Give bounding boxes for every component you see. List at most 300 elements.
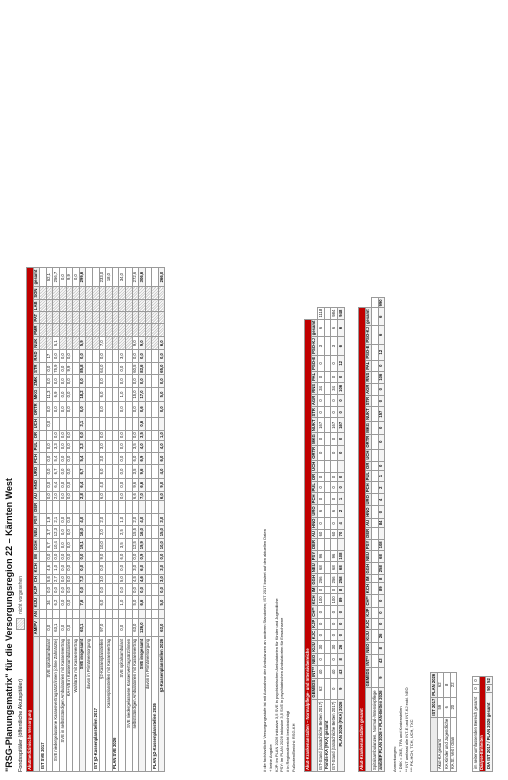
table-cell: 22	[450, 672, 457, 697]
column-header: PAT	[33, 313, 39, 322]
table-cell	[337, 460, 344, 472]
table-cell: 50	[485, 686, 491, 691]
table-cell: 4,0	[158, 465, 165, 478]
table-cell: 0	[331, 472, 338, 481]
column-header: PUL	[33, 441, 39, 451]
table-cell: 0	[318, 606, 325, 618]
row-label: SVE insgesamt	[139, 636, 146, 771]
table-cell	[324, 594, 331, 606]
table-cell	[46, 324, 53, 337]
table-cell	[66, 609, 73, 619]
column-header: NUKT	[311, 419, 317, 432]
table-cell	[125, 375, 132, 388]
table-cell: 0	[331, 618, 338, 629]
table-cell: 0	[337, 445, 344, 460]
legend-hint-label: nicht vorgesehen	[17, 575, 24, 614]
table-cell: 9,6	[139, 465, 146, 478]
table-cell	[73, 491, 80, 501]
column-header: PUL	[311, 483, 317, 492]
table-cell	[145, 417, 152, 430]
table-cell: 990	[378, 299, 384, 307]
column-header: PSO-KJ	[311, 338, 317, 354]
table-cell	[145, 300, 152, 312]
table-cell	[324, 606, 331, 618]
column-header: CH**	[365, 596, 371, 606]
table-cell	[145, 401, 152, 417]
table-cell: 9	[337, 678, 344, 699]
table-cell: 256	[331, 574, 338, 587]
table-cell	[152, 312, 159, 324]
row-label: Kassenplanstellen mit Kassenvertrag	[106, 636, 113, 771]
table-row	[444, 672, 451, 771]
table-cell	[372, 421, 379, 434]
table-cell	[372, 482, 379, 494]
table-cell	[152, 501, 159, 514]
table-cell	[86, 268, 93, 287]
table-cell: 1	[378, 470, 385, 481]
table-cell	[372, 383, 379, 395]
table-cell	[125, 363, 132, 375]
table-cell	[59, 312, 66, 324]
table-cell	[92, 417, 99, 430]
table-cell	[73, 538, 80, 551]
table-row	[79, 268, 86, 772]
table-cell	[112, 268, 119, 287]
table-row	[119, 268, 126, 772]
row-label: DIA IST 2017 / PLAN 2026 gesamt	[486, 692, 493, 771]
table-cell	[372, 654, 379, 667]
table-cell	[145, 609, 152, 619]
table-cell	[125, 501, 132, 514]
table-cell: 52,1	[46, 268, 53, 287]
table-cell	[106, 514, 113, 526]
table-cell: 0	[318, 653, 325, 665]
table-cell	[86, 619, 93, 636]
table-cell: 17,0	[139, 388, 146, 402]
table-cell	[112, 609, 119, 619]
table-cell: 96	[331, 550, 338, 561]
table-cell	[40, 526, 47, 539]
table-cell	[152, 401, 159, 417]
table-cell	[324, 574, 331, 587]
table-cell	[132, 324, 139, 337]
table-cell: 6,6	[132, 493, 138, 500]
table-cell	[132, 501, 139, 514]
table-cell: 948	[337, 307, 344, 319]
table-cell: 3,3	[53, 440, 60, 452]
table-cell	[92, 350, 99, 363]
table-cell: 3,5	[119, 538, 126, 551]
table-cell: 63,0	[132, 619, 139, 636]
table-cell: 84	[378, 518, 385, 527]
table-cell	[145, 388, 152, 402]
column-header: PSO-E	[365, 345, 371, 359]
table-cell: 6,0	[132, 452, 139, 465]
table-cell: 4	[337, 517, 344, 529]
table-cell: 258	[378, 562, 385, 575]
table-cell	[86, 514, 93, 526]
table-cell: 167	[331, 418, 338, 433]
section-label: Akut-Krankenanstalten gesamt	[359, 308, 366, 772]
table-cell: 5,9	[79, 337, 86, 350]
table-cell: 0	[337, 618, 344, 629]
table-cell	[125, 514, 132, 526]
table-cell: 68	[318, 562, 325, 574]
table-cell	[99, 324, 106, 337]
column-header: GEM/IDS	[365, 668, 371, 687]
table-cell	[372, 470, 379, 481]
table-cell	[152, 465, 159, 478]
table-cell: 1118	[317, 308, 323, 318]
table-cell	[152, 552, 159, 561]
column-header: NEU	[365, 552, 371, 561]
table-cell: 0	[331, 355, 338, 371]
row-label: IST-Stand (tatsächliche Betten 2017)	[331, 699, 338, 771]
table-cell	[40, 478, 47, 491]
table-cell	[324, 618, 331, 629]
table-cell	[40, 596, 47, 609]
table-cell	[73, 552, 80, 561]
table-row	[73, 268, 80, 772]
table-cell: 20	[450, 697, 457, 717]
table-cell	[145, 287, 152, 300]
table-cell	[112, 619, 119, 636]
table-cell	[106, 501, 113, 514]
table-cell: 6,4	[79, 478, 86, 491]
table-cell	[106, 561, 113, 574]
table-cell	[66, 337, 73, 350]
table-cell: 19,9	[139, 538, 146, 551]
table-cell: 0,0	[66, 388, 73, 402]
column-header: KJP	[365, 608, 371, 617]
table-cell: 0,0	[66, 561, 73, 574]
table-cell	[53, 312, 60, 324]
table-cell	[112, 363, 119, 375]
table-cell	[73, 584, 80, 596]
row-label: SVE niedergelassene Kassenvertragsärzt/innen	[125, 636, 132, 771]
table-cell: 5,4	[53, 452, 60, 465]
table-cell: 100	[331, 594, 338, 606]
table-cell: 6	[337, 319, 344, 337]
table-row	[46, 268, 53, 772]
table-cell	[125, 491, 132, 501]
table-row	[125, 268, 132, 772]
table-cell: 272,6	[132, 268, 139, 287]
table-cell	[73, 574, 80, 584]
table-cell	[86, 501, 93, 514]
table-cell	[112, 337, 119, 350]
table-cell: 9,0	[139, 337, 146, 350]
table-cell: 4,6	[46, 561, 53, 574]
table-cell	[152, 561, 159, 574]
table-cell: 68	[378, 551, 385, 563]
table-cell: 26	[337, 641, 344, 654]
table-cell	[86, 375, 93, 388]
table-cell: 2,7	[53, 576, 59, 583]
table-cell	[112, 501, 119, 514]
table-cell	[99, 312, 106, 324]
table-cell: 7,6	[79, 596, 86, 609]
table-cell	[73, 440, 80, 452]
notes-block	[262, 392, 297, 772]
table-cell	[106, 312, 113, 324]
table-cell	[152, 375, 159, 388]
table-cell: 3,0	[132, 561, 139, 574]
annotation-line: *** PK-HCH, TCH, UCH, TXC	[409, 719, 415, 772]
table-cell	[125, 478, 132, 491]
table-cell: 6,9	[53, 388, 60, 402]
table-cell: 0,0	[59, 493, 65, 500]
table-cell	[92, 401, 99, 417]
table-row	[331, 307, 338, 771]
table-row	[145, 268, 152, 772]
column-header: KCH	[311, 595, 317, 605]
table-cell	[125, 268, 132, 287]
column-header: RAD	[33, 351, 39, 361]
table-cell	[92, 440, 99, 452]
table-cell	[324, 337, 331, 356]
table-cell: 63,0	[158, 619, 165, 636]
column-header: URO	[365, 495, 371, 505]
table-cell	[152, 417, 159, 430]
table-cell	[145, 440, 152, 452]
table-cell	[152, 337, 159, 350]
table-cell: 0	[318, 407, 325, 418]
table-cell	[145, 268, 152, 287]
hatch-swatch	[16, 618, 25, 630]
table-cell	[158, 417, 165, 430]
column-header: AU	[311, 530, 317, 538]
table-cell: 0,0	[158, 375, 165, 388]
table-cell	[73, 514, 80, 526]
table-cell	[59, 300, 66, 312]
summary-table-2	[472, 676, 493, 772]
table-cell: 0	[378, 595, 385, 607]
table-cell	[86, 300, 93, 312]
table-cell	[40, 350, 47, 363]
table-cell	[99, 609, 106, 619]
table-cell: 0	[331, 678, 338, 699]
table-cell: 0,0	[99, 561, 106, 574]
table-cell	[73, 300, 80, 312]
table-cell	[372, 434, 379, 449]
column-header: PSY	[33, 515, 39, 524]
table-cell	[324, 562, 331, 574]
table-cell	[152, 287, 159, 300]
table-cell: 6,0	[99, 465, 106, 478]
table-cell	[92, 388, 99, 402]
table-cell: 0,0	[99, 430, 106, 440]
table-cell	[145, 363, 152, 375]
table-cell	[92, 584, 99, 596]
table-cell	[92, 300, 99, 312]
table-row	[486, 677, 493, 772]
table-cell: 15,5	[132, 526, 139, 539]
table-cell	[125, 526, 132, 539]
table-cell: 0,0	[158, 584, 165, 596]
table-row	[318, 307, 325, 771]
table-cell	[324, 505, 331, 517]
column-header: STR	[33, 364, 39, 373]
table-cell	[86, 491, 93, 501]
table-cell	[73, 337, 80, 350]
table-cell: 0	[473, 677, 480, 685]
table-cell	[324, 382, 331, 394]
table-cell	[112, 538, 119, 551]
table-cell: 0	[337, 472, 344, 481]
column-header: DER	[33, 502, 39, 512]
table-cell: 108	[378, 539, 385, 550]
table-cell: 11,3	[46, 388, 53, 402]
table-cell: 6,0	[99, 596, 106, 609]
table-cell	[112, 526, 119, 539]
row-label: PLAN SVE 2026	[112, 636, 119, 771]
table-cell: 6,0	[99, 388, 106, 402]
table-cell: 299,6	[79, 268, 86, 287]
table-cell	[53, 501, 60, 514]
table-cell	[152, 478, 159, 491]
table-cell	[79, 312, 86, 324]
table-cell: 0,0	[99, 401, 106, 417]
table-cell	[79, 287, 86, 300]
table-cell: 0	[331, 517, 338, 529]
table-cell	[86, 596, 93, 609]
row-label: davon in Primärversorgung	[86, 636, 93, 771]
row-label: §2-Kassenplanstellen	[99, 636, 106, 771]
column-header-row	[311, 307, 318, 771]
table-cell	[92, 268, 99, 287]
table-cell	[59, 287, 66, 300]
table-cell	[372, 506, 379, 518]
table-cell	[86, 440, 93, 452]
table-cell: 5,0	[119, 576, 124, 583]
table-cell: 0	[331, 629, 338, 640]
table-cell	[324, 371, 331, 382]
table-cell	[139, 501, 146, 514]
table-cell: 0	[337, 407, 344, 418]
table-cell: 34,0	[119, 268, 126, 287]
table-cell	[119, 312, 126, 324]
table-cell	[53, 324, 60, 337]
table-cell: 63,1	[53, 619, 60, 636]
table-cell: 0,0	[119, 452, 126, 465]
table-cell: 0,0	[59, 401, 66, 417]
column-header: HNO	[365, 507, 371, 517]
table-cell: 0	[378, 506, 385, 518]
table-cell: 5,4	[79, 452, 86, 465]
table-cell	[59, 417, 66, 430]
table-cell	[119, 287, 126, 300]
table-cell	[112, 300, 119, 312]
table-cell	[99, 417, 106, 430]
table-cell	[46, 300, 53, 312]
table-cell: 0,0	[66, 375, 73, 388]
table-cell: 0,0	[79, 375, 86, 388]
table-cell: 6,7	[79, 465, 86, 478]
table-cell	[106, 417, 113, 430]
table-cell: 0,0	[59, 388, 66, 402]
table-cell: 2,5	[119, 526, 126, 539]
table-cell: 0,0	[46, 584, 53, 596]
table-cell: 0	[378, 360, 385, 371]
table-cell	[73, 596, 80, 609]
table-cell: 0	[331, 482, 338, 493]
table-cell: 0,0	[132, 350, 139, 363]
table-cell	[40, 609, 47, 619]
table-cell: 0,0	[132, 401, 139, 417]
table-cell: 0,0	[158, 401, 165, 417]
table-cell	[73, 609, 80, 619]
table-cell: 0,0	[66, 465, 73, 478]
table-cell	[92, 491, 99, 501]
table-cell	[53, 417, 60, 430]
table-row	[437, 672, 444, 771]
table-cell	[132, 287, 139, 300]
column-header: IM	[311, 587, 317, 593]
column-header: AM/PV	[33, 619, 40, 636]
table-cell: 1,9	[46, 514, 53, 526]
column-header: INT**	[365, 655, 371, 666]
table-cell	[119, 324, 126, 337]
table-cell: 4,0	[139, 514, 146, 526]
table-cell	[40, 300, 47, 312]
table-cell	[372, 527, 379, 539]
table-cell	[125, 552, 132, 561]
table-cell	[40, 388, 47, 402]
table-cell: 6,4	[53, 478, 60, 491]
table-cell: 306,6	[139, 268, 146, 287]
table-cell: 0,0	[46, 478, 53, 491]
row-label: davon in Primärversorgung	[145, 636, 152, 771]
table-cell: 59	[437, 697, 444, 717]
column-header: PCH	[311, 494, 317, 504]
table-cell	[106, 440, 113, 452]
column-header: HNO	[33, 480, 39, 490]
table-cell: 0	[331, 371, 338, 382]
table-cell	[86, 574, 93, 584]
table-cell	[112, 350, 119, 363]
table-cell: 1,0	[158, 430, 165, 440]
column-header: NEU	[33, 527, 39, 537]
table-row	[450, 672, 457, 771]
table-cell	[324, 433, 331, 446]
page-title: "RSG-Planungsmatrix" für die Versorgungsregion 22 – Kärnten West	[4, 478, 14, 772]
table-cell: 0,0	[73, 268, 80, 287]
note-line: # in Regionalbericht berücksichtigt	[285, 711, 291, 772]
table-cell: 0,0	[59, 430, 66, 440]
table-cell	[125, 538, 132, 551]
table-cell: 100	[318, 594, 325, 606]
table-cell: 0,0	[46, 619, 53, 636]
corner-cell	[431, 717, 438, 771]
table-cell: 0,0	[66, 596, 73, 609]
table-cell: 3,3	[79, 440, 86, 452]
table-cell	[106, 375, 113, 388]
table-cell	[92, 337, 99, 350]
table-cell: 6	[444, 697, 451, 717]
table-cell	[79, 609, 86, 619]
table-cell: 3	[318, 337, 325, 356]
acute-care-table	[26, 267, 165, 772]
table-cell: 1,0	[119, 514, 126, 526]
table-cell	[40, 324, 47, 337]
table-cell	[125, 440, 132, 452]
table-cell	[152, 538, 159, 551]
table-cell	[372, 607, 379, 618]
table-cell	[92, 478, 99, 491]
column-header: STR	[365, 396, 371, 406]
table-cell: 9,9	[66, 363, 73, 375]
